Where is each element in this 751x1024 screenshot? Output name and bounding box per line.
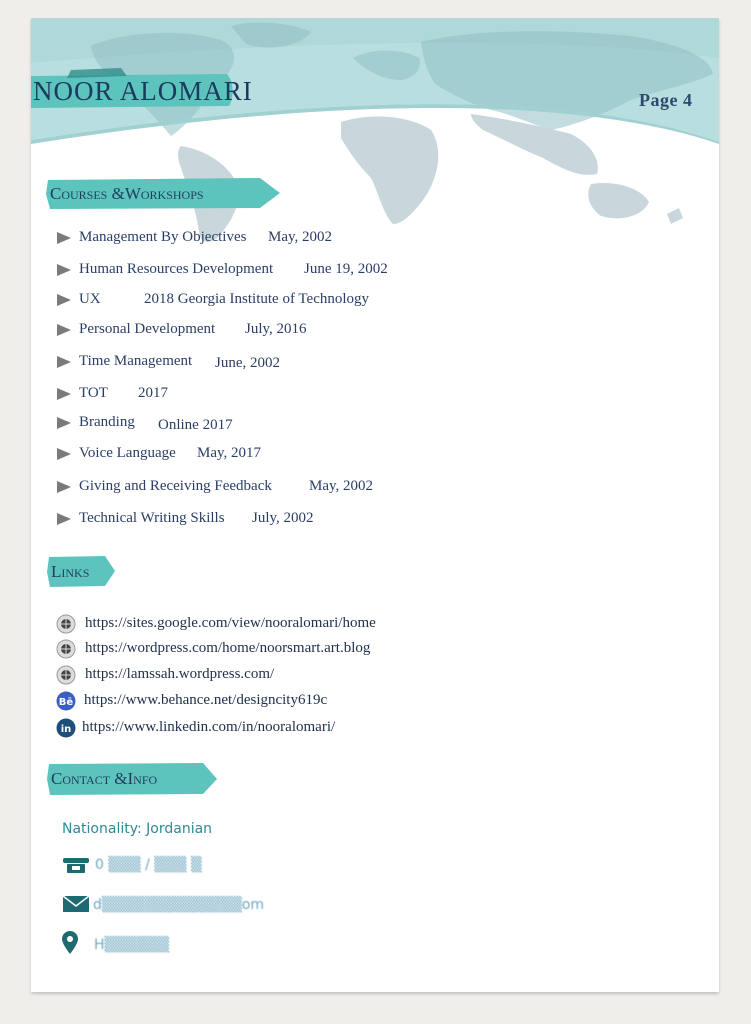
course-name: Time Management xyxy=(79,353,193,369)
behance-icon xyxy=(56,691,76,711)
phone-number: 0 ▒▒▒ / ▒▒▒ ▒ xyxy=(95,857,202,873)
course-date: July, 2002 xyxy=(252,510,314,526)
bullet-arrow-icon xyxy=(57,513,71,525)
course-date: Online 2017 xyxy=(158,417,233,433)
course-name: Branding xyxy=(79,414,135,430)
envelope-icon xyxy=(62,894,90,914)
globe-icon xyxy=(56,665,76,685)
bullet-arrow-icon xyxy=(57,264,71,276)
course-date: 2018 Georgia Institute of Technology xyxy=(144,291,370,307)
bullet-arrow-icon xyxy=(57,232,71,244)
bullet-arrow-icon xyxy=(57,356,71,368)
bullet-arrow-icon xyxy=(57,294,71,306)
link-url[interactable]: https://www.behance.net/designcity619c xyxy=(84,692,328,708)
globe-icon xyxy=(56,639,76,659)
link-url[interactable]: https://lamssah.wordpress.com/ xyxy=(85,666,275,682)
course-date: July, 2016 xyxy=(245,321,307,337)
page-number: Page 4 xyxy=(639,90,693,110)
links-section-header xyxy=(47,554,117,588)
candidate-name: NOOR ALOMARI xyxy=(33,76,253,106)
svg-text:in: in xyxy=(60,724,72,735)
course-name: Management By Objectives xyxy=(79,229,247,245)
course-date: May, 2002 xyxy=(309,478,374,494)
bullet-arrow-icon xyxy=(57,324,71,336)
resume-page xyxy=(31,18,719,992)
email-address: d▒▒▒▒▒▒▒▒▒▒▒▒▒om xyxy=(93,897,265,913)
nationality-text: Nationality: Jordanian xyxy=(62,821,213,837)
course-date: June 19, 2002 xyxy=(304,261,388,277)
contact-section-header xyxy=(47,761,219,795)
course-date: May, 2002 xyxy=(268,229,333,245)
phone-icon xyxy=(62,855,90,875)
course-name: Technical Writing Skills xyxy=(79,510,225,526)
link-url[interactable]: https://www.linkedin.com/in/nooralomari/ xyxy=(82,719,336,735)
world-map-header xyxy=(31,18,719,248)
linkedin-icon xyxy=(56,718,76,738)
courses-section-header xyxy=(46,176,282,210)
courses-section-title: Courses &Workshops xyxy=(50,184,204,203)
contact-section-title: Contact &Info xyxy=(51,769,158,788)
link-url[interactable]: https://wordpress.com/home/noorsmart.art.blog xyxy=(85,640,371,656)
bullet-arrow-icon xyxy=(57,388,71,400)
svg-text:Bē: Bē xyxy=(58,697,74,708)
location-text: H▒▒▒▒▒▒ xyxy=(94,937,170,953)
bullet-arrow-icon xyxy=(57,417,71,429)
bullet-arrow-icon xyxy=(57,481,71,493)
links-section-title: Links xyxy=(51,562,90,581)
link-url[interactable]: https://sites.google.com/view/nooralomari/home xyxy=(85,615,376,631)
course-date: 2017 xyxy=(138,385,168,401)
course-name: Giving and Receiving Feedback xyxy=(79,478,272,494)
course-name: UX xyxy=(79,291,101,307)
course-name: TOT xyxy=(79,385,108,401)
course-name: Voice Language xyxy=(79,445,176,461)
course-name: Human Resources Development xyxy=(79,261,274,277)
bullet-arrow-icon xyxy=(57,448,71,460)
globe-icon xyxy=(56,614,76,634)
location-pin-icon xyxy=(62,931,78,955)
course-name: Personal Development xyxy=(79,321,216,337)
course-date: May, 2017 xyxy=(197,445,262,461)
course-date: June, 2002 xyxy=(215,355,280,371)
